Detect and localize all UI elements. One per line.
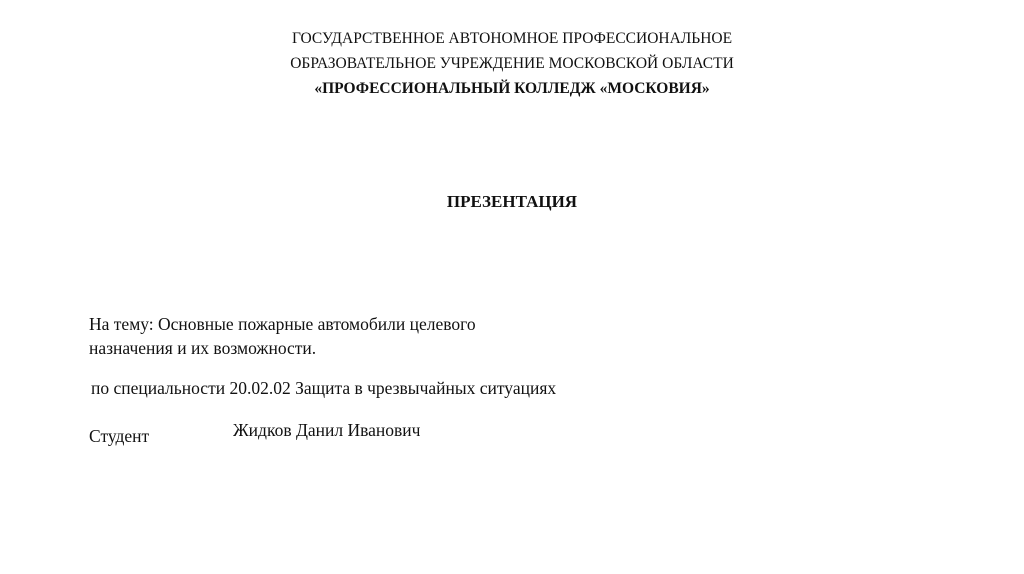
institution-line-2: ОБРАЗОВАТЕЛЬНОЕ УЧРЕЖДЕНИЕ МОСКОВСКОЙ ОБЛАСТИ [290,55,734,72]
topic-line-2: назначения и их возможности. [89,338,317,358]
topic-line-1: На тему: Основные пожарные автомобили целевого [89,314,476,334]
specialty-text: по специальности 20.02.02 Защита в чрезвычайных ситуациях [91,378,557,398]
presentation-title: ПРЕЗЕНТАЦИЯ [446,192,578,211]
topic-block [89,312,476,360]
institution-line-3: «ПРОФЕССИОНАЛЬНЫЙ КОЛЛЕДЖ «МОСКОВИЯ» [314,80,710,97]
student-label: Студент [89,426,150,446]
student-name: Жидков Данил Иванович [233,420,421,440]
institution-line-1: ГОСУДАРСТВЕННОЕ АВТОНОМНОЕ ПРОФЕССИОНАЛЬНОЕ [291,30,733,47]
institution-header [200,26,824,101]
